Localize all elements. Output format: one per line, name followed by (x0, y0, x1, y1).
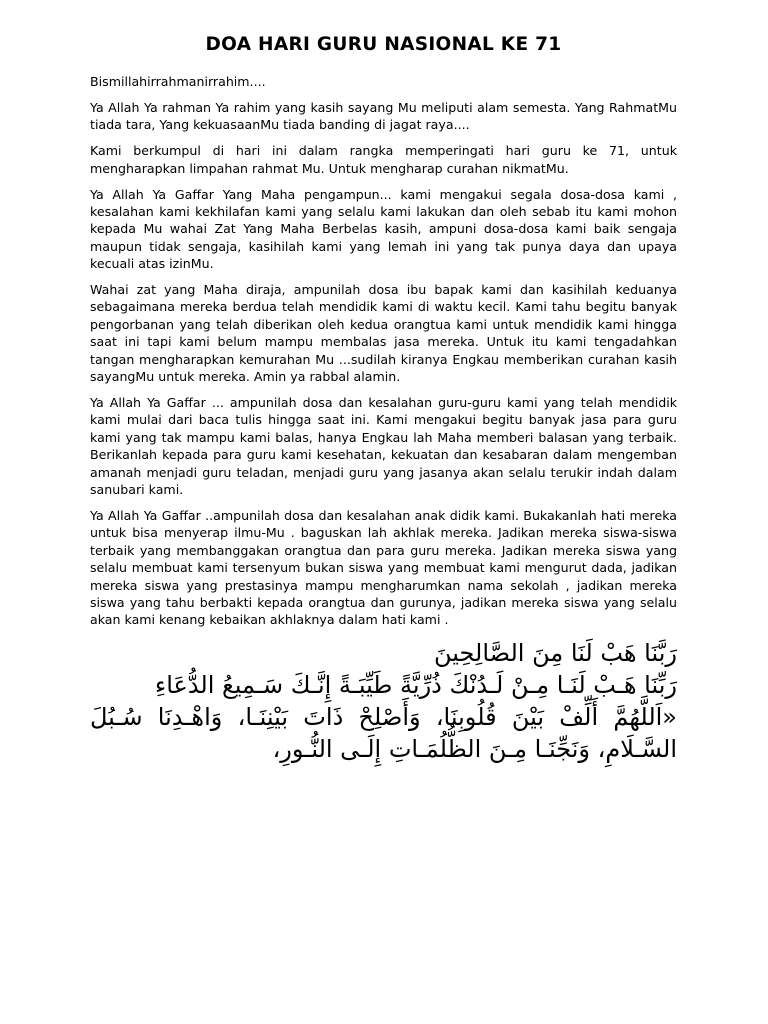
paragraph-opening: Bismillahirrahmanirrahim.... (90, 74, 266, 89)
paragraph-teachers: Ya Allah Ya Gaffar ... ampunilah dosa dan kesalahan guru-guru kami yang telah mendidik kami mulai dari baca tulis hingga saat ini. Kami mengakui begitu banyak jasa para guru kami yang tak mampu kami balas, hanya Engkau lah Maha memberi balasan yang terbaik. Berikanlah kepada para guru kami kesehatan, kekuatan dan kesabaran dalam mengemban amanah menjadi guru teladan, menjadi guru yang jasanya akan selalu terukir indah dalam sanubari kami. (90, 395, 677, 498)
document-title: DOA HARI GURU NASIONAL KE 71 (205, 34, 562, 55)
paragraph-gathering: Kami berkumpul di hari ini dalam rangka memperingati hari guru ke 71, untuk mengharapkan limpahan rahmat Mu. Untuk mengharap curahan nikmatMu. (90, 143, 677, 176)
paragraph-students: Ya Allah Ya Gaffar ..ampunilah dosa dan kesalahan anak didik kami. Bukakanlah hati mereka untuk bisa menyerap ilmu-Mu . baguskan lah akhlak mereka. Jadikan mereka siswa-siswa terbaik yang membanggakan orangtua dan para guru mereka. Jadikan mereka siswa yang selalu membuat kami tersenyum bukan siswa yang membuat kami mengurut dada, jadikan mereka siswa yang prestasinya mampu mengharumkan nama sekolah , jadikan mereka siswa yang tahu berbakti kepada orangtua dan gurunya, jadikan mereka siswa yang selalu akan kami kenang kebaikan akhlaknya dalam hati kami . (90, 507, 677, 628)
arabic-prayer-1: رَبَّنَا هَبْ لَنَا مِنَ الصَّالِحِينَ (434, 639, 677, 668)
arabic-prayer-3: «اَللَّهُمَّ أَلِّفْ بَيْنَ قُلُوبِنَا، وَأَصْلِحْ ذَاتَ بَيْنِنَـا، وَاهْـدِنَا سُـبُلَ السَّـلَامِ، وَنَجِّنَـا مِـنَ الظُّلُمَـاتِ إِلَـى النُّـورِ، (90, 703, 677, 764)
paragraph-forgiveness: Ya Allah Ya Gaffar Yang Maha pengampun... kami mengakui segala dosa-dosa kami , kesalahan kami kekhilafan kami yang selalu kami lakukan dan oleh sebab itu kami mohon kepada Mu wahai Zat Yang Maha Berbelas kasih, ampuni dosa-dosa kami baik sengaja maupun tidak sengaja, kasihilah kami yang lemah ini yang tak punya daya dan upaya kecuali atas izinMu. (90, 186, 677, 272)
arabic-prayer-2: رَبِّنَا هَـبْ لَنَـا مِـنْ لَـدُنْكَ ذُرِّيَّةً طَيِّبَـةً إِنَّـكَ سَـمِيعُ الدُّعَاءِ (154, 671, 677, 700)
paragraph-parents: Wahai zat yang Maha diraja, ampunilah dosa ibu bapak kami dan kasihilah keduanya sebagaimana mereka berdua telah mendidik kami di waktu kecil. Kami tahu begitu banyak pengorbanan yang telah diberikan oleh kedua orangtua kami untuk mendidik kami hingga saat ini tapi kami belum mampu membalas jasa mereka. Untuk itu kami tengadahkan tangan mengharapkan kemurahan Mu ...sudilah kiranya Engkau memberikan curahan kasih sayangMu untuk mereka. Amin ya rabbal alamin. (90, 282, 677, 385)
document-page (90, 34, 677, 765)
paragraph-praise: Ya Allah Ya rahman Ya rahim yang kasih sayang Mu meliputi alam semesta. Yang RahmatMu tiada tara, Yang kekuasaanMu tiada banding di jagat raya.... (90, 99, 677, 133)
